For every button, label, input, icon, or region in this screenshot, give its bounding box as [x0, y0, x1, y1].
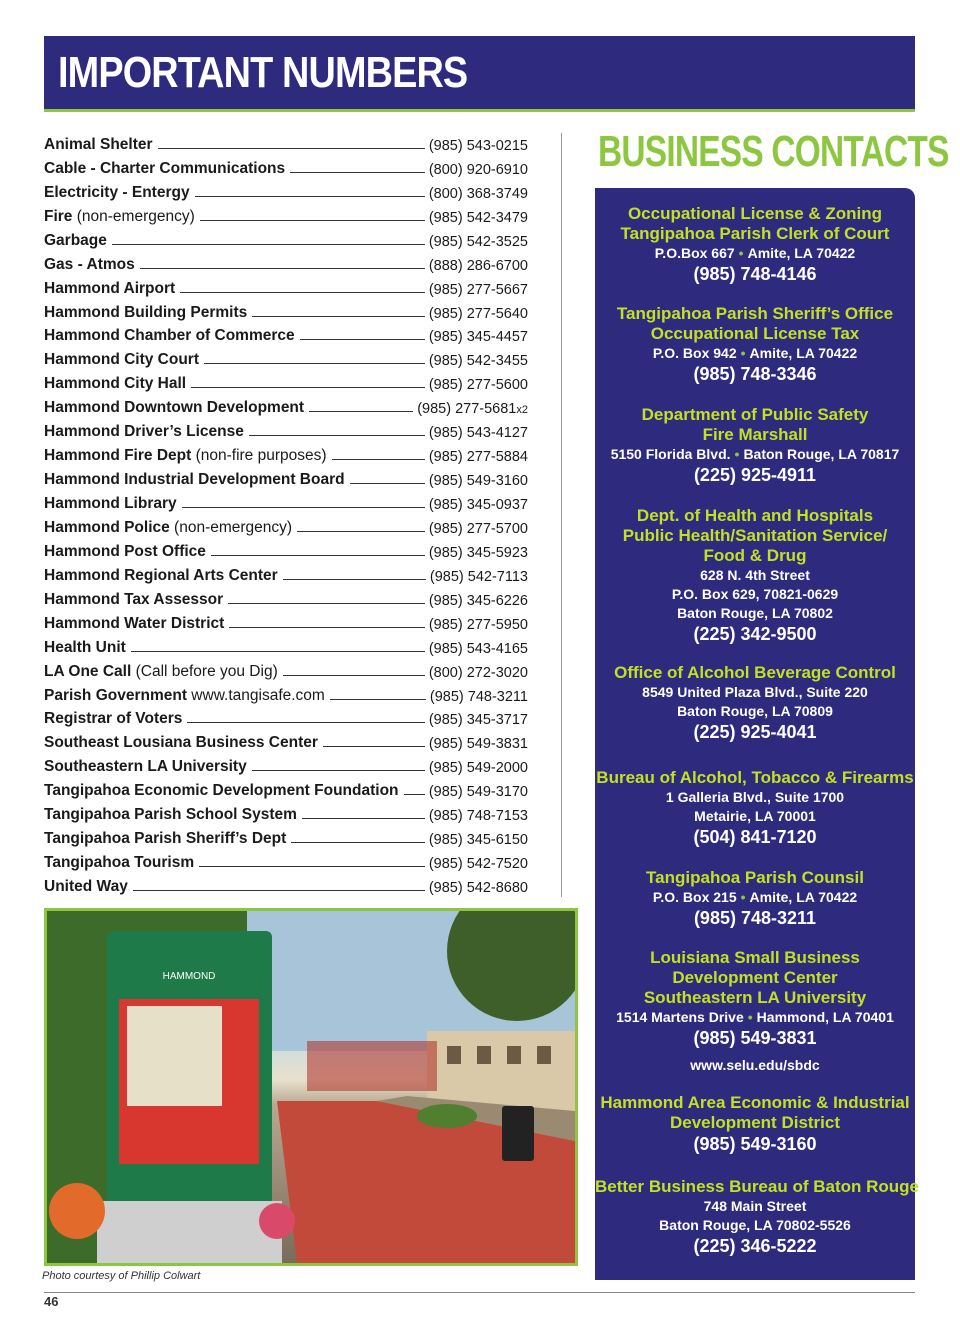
number-name [44, 854, 194, 872]
phone-number [429, 425, 528, 441]
number-name [44, 567, 278, 585]
number-name-text: Garbage [44, 231, 107, 249]
phone-number [429, 712, 528, 728]
number-note: (non-emergency) [169, 518, 293, 536]
number-name-text: Tangipahoa Tourism [44, 854, 195, 872]
number-name-text: Southeast Lousiana Business Center [44, 734, 318, 752]
number-name-text: Registrar of Voters [44, 710, 183, 728]
number-name [44, 495, 177, 513]
contact-name: Southeastern LA University [643, 988, 867, 1007]
contact-address-part: Metairie, LA 70001 [694, 808, 816, 824]
number-row [44, 322, 528, 346]
number-name [44, 327, 295, 345]
number-name-text: Cable - Charter Communications [44, 159, 286, 177]
number-row [44, 154, 528, 178]
contact-address [595, 344, 915, 363]
business-contact [595, 506, 915, 646]
photo-train-blur [307, 1041, 437, 1091]
number-row [44, 800, 528, 824]
phone-text: (800) 272-3020 [428, 664, 528, 681]
phone-number [429, 808, 528, 824]
phone-number [429, 832, 528, 848]
contact-address-part: Baton Rouge, LA 70817 [743, 446, 900, 462]
phone-text: (985) 549-2000 [428, 760, 528, 777]
number-name [44, 591, 223, 609]
leader-line [180, 292, 425, 293]
number-name [44, 184, 190, 202]
number-note: (non-fire purposes) [191, 447, 327, 465]
phone-text: (985) 748-7153 [428, 808, 528, 825]
number-row [44, 585, 528, 609]
phone-number [429, 210, 528, 226]
business-contact [595, 204, 915, 286]
contact-name: Hammond Area Economic & Industrial [600, 1093, 910, 1112]
leader-line [140, 268, 425, 269]
contact-name: Development District [669, 1113, 841, 1132]
leader-line [229, 627, 425, 628]
number-row [44, 226, 528, 250]
contact-address-part: Baton Rouge, LA 70809 [677, 703, 833, 719]
phone-text: (985) 543-0215 [428, 137, 528, 154]
number-name-text: Hammond Tax Assessor [44, 590, 224, 608]
leader-line [252, 770, 425, 771]
phone-text: (985) 542-8680 [428, 880, 528, 896]
number-name [44, 399, 304, 417]
phone-number [429, 258, 528, 274]
header-bar [44, 36, 915, 112]
phone-number [429, 593, 528, 609]
contact-website: www.selu.edu/sbdc [690, 1057, 820, 1073]
leader-line [302, 818, 425, 819]
number-row [44, 872, 528, 896]
contact-name: Dept. of Health and Hospitals [636, 506, 874, 525]
contact-address-part: 628 N. 4th Street [700, 567, 810, 583]
leader-line [404, 794, 425, 795]
phone-number [429, 665, 528, 681]
number-name-text: Fire [44, 207, 73, 225]
contact-name: Office of Alcohol Beverage Control [614, 663, 896, 682]
leader-line [182, 507, 425, 508]
bullet-separator: • [747, 1009, 753, 1025]
phone-number [429, 353, 528, 369]
contact-address [595, 445, 915, 464]
number-row [44, 561, 528, 585]
number-name-text: Electricity - Entergy [44, 183, 190, 201]
phone-number [429, 162, 528, 178]
contact-name: Tangipahoa Parish Sheriff’s Office [616, 304, 894, 323]
number-row [44, 776, 528, 800]
number-row [44, 130, 528, 154]
contact-address [595, 888, 915, 907]
phone-text: (985) 542-3525 [428, 233, 528, 250]
leader-line [200, 220, 425, 221]
number-row [44, 202, 528, 226]
number-name-text: Hammond Police [44, 518, 170, 536]
contact-phone: (985) 748-4146 [693, 264, 817, 284]
number-row [44, 752, 528, 776]
number-row [44, 728, 528, 752]
business-contact [595, 663, 915, 744]
number-name [44, 351, 199, 369]
number-row [44, 705, 528, 729]
phone-text: (985) 549-3160 [428, 473, 528, 490]
business-contact [595, 1093, 915, 1156]
leader-line [228, 603, 425, 604]
contact-phone: (225) 342-9500 [693, 624, 817, 644]
phone-number [429, 880, 528, 896]
number-name-text: Hammond Airport [44, 279, 176, 297]
footer-divider [44, 1292, 915, 1293]
contact-phone: (225) 925-4911 [693, 465, 817, 485]
number-name-text: Health Unit [44, 638, 126, 656]
leader-line [309, 411, 413, 412]
phone-text: (985) 542-7520 [428, 856, 528, 873]
contact-phone: (985) 549-3160 [693, 1134, 817, 1154]
phone-number [429, 186, 528, 202]
contact-name: Tangipahoa Parish Counsil [646, 868, 864, 887]
leader-line [204, 363, 425, 364]
business-contact [595, 1177, 919, 1258]
leader-line [291, 842, 425, 843]
number-name-text: Hammond City Hall [44, 375, 187, 393]
phone-text: (985) 277-5667 [428, 281, 528, 298]
number-name-text: Tangipahoa Economic Development Foundation [44, 782, 399, 800]
contact-name: Tangipahoa Parish Clerk of Court [620, 224, 890, 243]
business-contact [595, 304, 915, 386]
number-row [44, 298, 528, 322]
phone-number [429, 377, 528, 393]
number-name-text: Animal Shelter [44, 135, 153, 153]
number-name [44, 423, 244, 441]
number-name [44, 782, 399, 800]
number-name-text: Hammond Driver’s License [44, 423, 244, 441]
photo-buildings [427, 1031, 575, 1111]
phone-number [429, 760, 528, 776]
contact-name: Occupational License Tax [650, 324, 860, 343]
column-divider [561, 133, 562, 897]
phone-number [429, 449, 528, 465]
contact-address-part: P.O. Box 942 [652, 345, 737, 361]
contact-name: Fire Marshall [702, 425, 808, 444]
phone-text: (985) 542-7113 [429, 568, 528, 585]
phone-text: (985) 549-3831 [428, 736, 528, 753]
phone-number [429, 473, 528, 489]
contact-address [595, 566, 915, 585]
number-name [44, 878, 128, 896]
contact-address-part: 1 Galleria Blvd., Suite 1700 [665, 789, 845, 805]
business-contact [595, 948, 915, 1075]
number-name [44, 663, 278, 681]
leader-line [323, 746, 425, 747]
number-row [44, 465, 528, 489]
number-name-text: LA One Call [44, 662, 132, 680]
contact-address-part: Amite, LA 70422 [747, 245, 856, 261]
number-name-text: Hammond Post Office [44, 542, 206, 560]
number-row [44, 417, 528, 441]
number-name [44, 639, 126, 657]
number-name [44, 687, 325, 705]
contact-name: Louisiana Small Business [650, 948, 860, 967]
number-name [44, 734, 318, 752]
phone-text: (985) 345-6226 [428, 592, 528, 609]
business-contacts-panel [595, 188, 919, 1280]
number-row [44, 441, 528, 465]
number-row [44, 345, 528, 369]
phone-number [429, 306, 528, 322]
photo-credit: Photo courtesy of Phillip Colwart [42, 1270, 201, 1282]
number-row [44, 393, 528, 417]
leader-line [112, 244, 425, 245]
phone-text: (985) 345-4457 [428, 329, 528, 346]
contact-name: Bureau of Alcohol, Tobacco & Firearms [596, 768, 914, 787]
phone-text: (985) 748-3211 [429, 688, 528, 705]
leader-line [332, 459, 425, 460]
contact-address-part: P.O. Box 629, 70821-0629 [671, 586, 839, 602]
phone-text: (985) 277-5640 [428, 305, 528, 322]
leader-line [330, 699, 426, 700]
number-name-text: Hammond Regional Arts Center [44, 566, 278, 584]
bullet-separator: • [740, 889, 746, 905]
number-name-text: Hammond Library [44, 495, 177, 512]
contact-address [595, 683, 915, 702]
phone-text: (985) 542-3479 [428, 209, 528, 226]
downtown-photo [44, 908, 578, 1266]
number-row [44, 369, 528, 393]
number-name [44, 615, 224, 633]
number-name-text: United Way [44, 878, 128, 895]
number-name-text: Southeastern LA University [44, 758, 247, 776]
number-name [44, 447, 327, 465]
business-contacts-title: BUSINESS CONTACTS [598, 127, 949, 176]
phone-text: (985) 543-4165 [428, 640, 528, 657]
leader-line [252, 316, 425, 317]
number-note: (non-emergency) [72, 207, 195, 225]
contact-address [595, 807, 915, 826]
phone-number [430, 689, 528, 705]
phone-text: (888) 286-6700 [428, 257, 528, 274]
number-name [44, 280, 175, 298]
contact-name: Occupational License & Zoning [627, 204, 883, 223]
phone-text: (985) 345-5923 [428, 544, 528, 561]
phone-text: (985) 277-5950 [428, 616, 528, 633]
leader-line [133, 890, 425, 891]
bullet-separator: • [738, 245, 744, 261]
contact-address-part: 8549 United Plaza Blvd., Suite 220 [642, 684, 868, 700]
number-row [44, 513, 528, 537]
leader-line [211, 555, 425, 556]
number-name-text: Hammond Water District [44, 614, 225, 632]
leader-line [300, 339, 425, 340]
leader-line [249, 435, 425, 436]
number-name [44, 710, 182, 728]
phone-number [429, 617, 528, 633]
phone-text: (985) 549-3170 [428, 784, 528, 801]
phone-text: (985) 277-5681 [417, 401, 517, 418]
contact-address [595, 244, 915, 263]
leader-line [350, 483, 425, 484]
leader-line [158, 148, 425, 149]
number-name [44, 208, 195, 226]
contact-address-part: Amite, LA 70422 [749, 345, 858, 361]
number-name [44, 375, 186, 393]
phone-extension: x2 [516, 404, 528, 417]
leader-line [290, 172, 425, 173]
contact-address-part: Hammond, LA 70401 [756, 1009, 894, 1025]
contact-address-part: P.O. Box 215 [652, 889, 737, 905]
contact-name: Better Business Bureau of Baton Rouge [595, 1177, 919, 1196]
number-row [44, 633, 528, 657]
contact-phone: (985) 549-3831 [693, 1028, 817, 1048]
number-name [44, 471, 345, 489]
phone-number [429, 138, 528, 154]
number-row [44, 609, 528, 633]
number-name [44, 519, 292, 537]
photo-flowers [49, 1183, 105, 1239]
phone-number [429, 856, 528, 872]
contact-name: Department of Public Safety [641, 405, 869, 424]
number-name-text: Hammond Industrial Development Board [44, 471, 345, 489]
contact-name: Development Center [672, 968, 838, 987]
phone-text: (800) 368-3749 [428, 185, 528, 202]
phone-number [429, 521, 528, 537]
contact-address-part: 5150 Florida Blvd. [610, 446, 731, 462]
phone-number [429, 329, 528, 345]
photo-sign-label: HAMMOND [162, 971, 216, 982]
contact-address [595, 1008, 915, 1027]
phone-text: (985) 345-3717 [428, 712, 528, 729]
leader-line [187, 722, 424, 723]
number-row [44, 657, 528, 681]
page-title: IMPORTANT NUMBERS [58, 48, 468, 97]
contact-address-part: Amite, LA 70422 [749, 889, 858, 905]
leader-line [131, 651, 425, 652]
leader-line [283, 579, 426, 580]
number-name-text: Hammond Downtown Development [44, 399, 305, 417]
number-name-text: Hammond Fire Dept [44, 447, 192, 465]
important-numbers-list [44, 130, 528, 896]
number-name-text: Hammond City Court [44, 351, 199, 369]
number-name [44, 304, 247, 322]
number-name-text: Gas - Atmos [44, 255, 135, 273]
number-row [44, 274, 528, 298]
phone-number [429, 282, 528, 298]
number-row [44, 250, 528, 274]
leader-line [297, 531, 425, 532]
contact-address [595, 788, 915, 807]
number-row [44, 537, 528, 561]
phone-number [417, 401, 528, 417]
number-row [44, 848, 528, 872]
contact-phone: (504) 841-7120 [693, 827, 817, 847]
contact-phone: (225) 925-4041 [693, 722, 817, 742]
number-name [44, 806, 297, 824]
number-row [44, 489, 528, 513]
leader-line [199, 866, 425, 867]
number-row [44, 824, 528, 848]
phone-number [430, 569, 528, 585]
contact-address-part: Baton Rouge, LA 70802 [677, 605, 833, 621]
phone-text: (985) 542-3455 [428, 353, 528, 370]
contact-address [595, 585, 915, 604]
contact-phone: (225) 346-5222 [693, 1236, 817, 1256]
number-name [44, 830, 286, 848]
number-note: (Call before you Dig) [131, 662, 278, 680]
number-name-text: Tangipahoa Parish Sheriff’s Dept [44, 830, 287, 848]
leader-line [191, 387, 425, 388]
photo-planter [417, 1104, 477, 1128]
number-name-text: Hammond Building Permits [44, 303, 248, 321]
contact-phone: (985) 748-3211 [693, 908, 817, 928]
phone-text: (800) 920-6910 [428, 161, 528, 178]
phone-text: (985) 543-4127 [428, 425, 528, 442]
photo-sign-base [97, 1201, 282, 1263]
phone-number [429, 641, 528, 657]
phone-number [429, 497, 528, 513]
number-row [44, 178, 528, 202]
number-row [44, 681, 528, 705]
contact-name: Public Health/Sanitation Service/ [622, 526, 888, 545]
leader-line [283, 675, 425, 676]
photo-trash-can [502, 1106, 534, 1161]
contact-address-part: Baton Rouge, LA 70802-5526 [659, 1217, 851, 1233]
phone-text: (985) 277-5600 [428, 377, 528, 394]
number-name [44, 232, 107, 250]
number-name-text: Hammond Chamber of Commerce [44, 327, 295, 345]
business-contact [595, 768, 915, 849]
phone-text: (985) 277-5884 [428, 449, 528, 466]
contact-address [595, 1216, 915, 1235]
bullet-separator: • [740, 345, 746, 361]
number-name-text: Parish Government [44, 686, 187, 704]
leader-line [195, 196, 425, 197]
bullet-separator: • [734, 446, 740, 462]
contact-name: Food & Drug [703, 546, 807, 565]
number-note: www.tangisafe.com [187, 686, 325, 704]
number-name [44, 160, 285, 178]
contact-address [595, 702, 915, 721]
phone-text: (985) 277-5700 [428, 520, 528, 537]
business-contact [595, 868, 915, 930]
number-name-text: Tangipahoa Parish School System [44, 806, 297, 824]
contact-address [595, 604, 915, 623]
phone-text: (985) 345-6150 [428, 832, 528, 849]
phone-number [429, 736, 528, 752]
phone-number [429, 234, 528, 250]
contact-phone: (985) 748-3346 [693, 364, 817, 384]
phone-text: (985) 345-0937 [428, 497, 528, 513]
contact-address-part: 1514 Martens Drive [616, 1009, 744, 1025]
contact-address-part: P.O.Box 667 [654, 245, 735, 261]
number-name [44, 543, 206, 561]
number-name [44, 136, 153, 154]
contact-address-part: 748 Main Street [703, 1198, 807, 1214]
number-name [44, 758, 247, 776]
phone-number [429, 545, 528, 561]
number-name [44, 256, 135, 274]
downtown-photo-illustration [47, 911, 575, 1263]
page-number: 46 [44, 1294, 59, 1309]
contact-address [595, 1197, 915, 1216]
phone-number [429, 784, 528, 800]
business-contact [595, 405, 915, 487]
